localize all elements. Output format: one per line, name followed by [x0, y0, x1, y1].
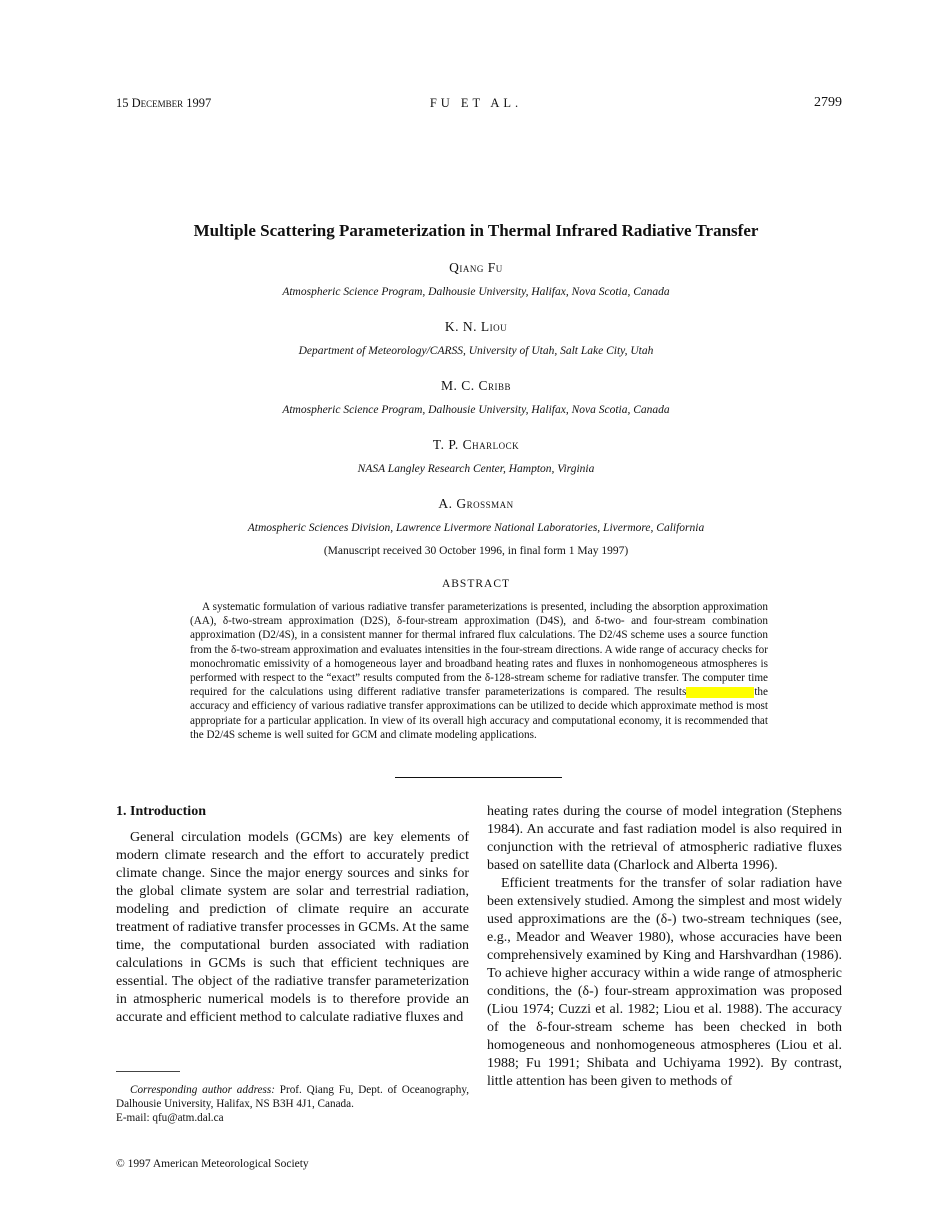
abstract-part-1: A systematic formulation of various radiative transfer parameterizations is presented, including the absorption approximation (AA), δ-two-stream approximation (D2S), δ-four-stream approximation (D4S), and δ-two- and four-stream combination approximation (D2/4S), in a consistent manner for thermal infrared flux calculations. The D2/4S scheme uses a source function from the δ-two-stream approximation and evaluates intensities in the four-stream directions. A wide range of accuracy checks for monochromatic emissivity of a homogeneous layer and broadband heating rates and fluxes in nonhomogeneous atmospheres is performed with respect to the “exact” results computed from the δ-128-stream scheme for radiative transfer. The computer time required for the calculations using different radiative transfer parameterizations is compared. The results: [190, 601, 768, 699]
body-paragraph: Efficient treatments for the transfer of solar radiation have been extensively studied. Among the simplest and most widely used approximations are the (δ-) two-stream techniques (see, e.g., Meador and Weaver 1980), whose accuracies have been comprehensively examined by King and Harshvardhan (1986). To achieve higher accuracy within a wide range of atmospheric conditions, the (δ-) four-stream approximation was proposed (Liou 1974; Cuzzi et al. 1982; Liou et al. 1988). The accuracy of the δ-four-stream scheme has been checked in both homogeneous and nonhomogeneous atmospheres (Liou et al. 1988; Fu 1991; Shibata and Uchiyama 1992). By contrast, little attention has been given to methods of: [487, 876, 842, 1089]
left-column: [116, 803, 469, 1027]
body-paragraph: heating rates during the course of model integration (Stephens 1984). An accurate and fast radiation model is also required in conjunction with the retrieval of atmospheric radiative fluxes based on satellite data (Charlock and Alberta 1996).: [487, 804, 842, 873]
author-affiliation: Atmospheric Science Program, Dalhousie University, Halifax, Nova Scotia, Canada: [282, 286, 670, 298]
footnote: [116, 1083, 469, 1125]
author-affiliation: NASA Langley Research Center, Hampton, Virginia: [357, 463, 595, 475]
section-heading: 1. Introduction: [116, 804, 206, 819]
author-name: A. Grossman: [438, 496, 514, 511]
paper-title: Multiple Scattering Parameterization in Thermal Infrared Radiative Transfer: [193, 221, 759, 240]
author-name: T. P. Charlock: [432, 437, 520, 452]
body-paragraph: General circulation models (GCMs) are key elements of modern climate research and the effort to accurately predict climate change. Since the major energy sources and sinks for the global climate system are solar and terrestrial radiation, modeling and prediction of climate require an accurate treatment of radiative transfer processes in GCMs. At the same time, the computational burden associated with radiation calculations in GCMs is such that efficient techniques are essential. The object of the radiative transfer parameterization in atmospheric numerical models is to therefore provide an accurate and efficient method to calculate radiative fluxes and: [116, 830, 469, 1025]
author-affiliation: Atmospheric Science Program, Dalhousie University, Halifax, Nova Scotia, Canada: [282, 404, 670, 416]
section-divider: [395, 777, 562, 778]
abstract-part-2: the accuracy and efficiency of various radiative transfer approximations can be utilized to decide which approximate method is most appropriate for a particular application. In view of its overall high accuracy and computational economy, it is recommended that the D2/4S scheme is well suited for GCM and climate modeling applications.: [190, 686, 768, 741]
running-title: FU ET AL.: [429, 96, 523, 110]
header-date: 15 December 1997: [116, 96, 212, 110]
footnote-email: E-mail: qfu@atm.dal.ca: [116, 1112, 224, 1124]
author-name: Qiang Fu: [449, 260, 503, 275]
author-name: K. N. Liou: [444, 319, 508, 334]
footnote-text: Prof. Qiang Fu, Dept. of Oceanography, Dalhousie University, Halifax, NS B3H 4J1, Canada.: [116, 1084, 470, 1110]
page-number: 2799: [814, 95, 842, 110]
right-column: [487, 803, 842, 1091]
author-affiliation: Department of Meteorology/CARSS, University of Utah, Salt Lake City, Utah: [298, 345, 654, 357]
highlight-mark: [686, 687, 754, 698]
manuscript-note: (Manuscript received 30 October 1996, in final form 1 May 1997): [323, 545, 629, 557]
author-affiliation: Atmospheric Sciences Division, Lawrence Livermore National Laboratories, Livermore, California: [247, 522, 705, 534]
author-name: M. C. Cribb: [440, 378, 512, 393]
copyright: © 1997 American Meteorological Society: [116, 1158, 309, 1170]
abstract-text: [190, 600, 768, 742]
abstract-heading: ABSTRACT: [441, 578, 511, 590]
footnote-rule: [116, 1071, 180, 1072]
footnote-label: Corresponding author address:: [130, 1084, 275, 1096]
